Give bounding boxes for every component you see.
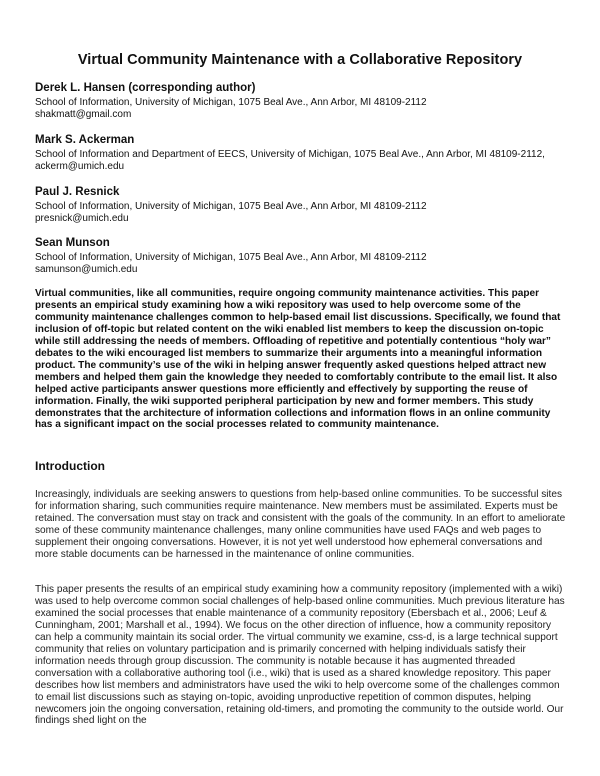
section-heading: Introduction xyxy=(35,459,105,473)
body-paragraph: Increasingly, individuals are seeking answers to questions from help-based online communities. To be successful sites for information sharing, such communities require maintenance. New members must be assimilated. Experts must be retained. The conversation must stay on track and consistent with the goals of the community. In an effort to ameliorate some of these community maintenance challenges, many online communities have used FAQs and web pages to supplement their ongoing conversations. However, it is not yet well understood how ephemeral conversations and more stable documents can be harnessed in the maintenance of online communities. xyxy=(35,489,566,560)
author-affiliation: School of Information and Department of EECS, University of Michigan, 1075 Beal Ave., Ann Arbor, MI 48109-2112, ackerm@umich.edu xyxy=(35,149,545,172)
body-paragraph: This paper presents the results of an empirical study examining how a community repository (implemented with a wiki) was used to help overcome common social challenges of help-based online communities. Much previous literature has examined the social processes that enable maintenance of a community repository (Ebersbach et al., 2006; Leuf & Cunningham, 2001; Marshall et al., 1994). We focus on the other direction of influence, how a community repository can help a community maintain its social order. The virtual community we examine, css-d, is a large technical support community that relies on voluntary participation and is primarily concerned with helping individuals satisfy their information needs through group discussion. The community is notable because it has augmented threaded conversation with a collaborative authoring tool (i.e., wiki) that is used as a shared knowledge repository. This paper describes how list members and administrators have used the wiki to help overcome some of the challenges common to email list discussions such as staying on-topic, avoiding unproductive repetition of common disputes, helping newcomers join the ongoing conversation, retaining old-timers, and promoting the community to the outside world. Our findings shed light on the xyxy=(35,584,565,727)
author-name: Mark S. Ackerman xyxy=(35,134,135,146)
author-affiliation: School of Information, University of Michigan, 1075 Beal Ave., Ann Arbor, MI 48109-2112 xyxy=(35,97,427,108)
author-block xyxy=(35,236,575,276)
author-email: presnick@umich.edu xyxy=(35,213,129,224)
author-name: Sean Munson xyxy=(35,237,110,249)
author-email: shakmatt@gmail.com xyxy=(35,109,132,120)
author-block xyxy=(35,81,575,121)
abstract: Virtual communities, like all communities, require ongoing community maintenance activities. This paper presents an empirical study examining how a wiki repository was used to help overcome some of the community maintenance challenges common to help-based email list discussions. Specifically, we found that inclusion of off-topic but related content on the wiki enabled list members to keep the discussion on-topic while still addressing the needs of members. Offloading of repetitive and potentially contentious “holy war” debates to the wiki encouraged list members to summarize their arguments into a meaningful information product. The community’s use of the wiki in helping answer frequently asked questions helped attract new members and helped them gain the knowledge they needed to comfortably contribute to the email list. It also helped active participants answer questions more efficiently and effectively by supporting the reuse of information. Finally, the wiki supported peripheral participation by new and former members. This study demonstrates that the architecture of information collections and information flows in an online community has a significant impact on the social processes related to community maintenance. xyxy=(35,288,561,431)
author-affiliation: School of Information, University of Michigan, 1075 Beal Ave., Ann Arbor, MI 48109-2112 xyxy=(35,252,427,263)
author-block xyxy=(35,185,575,225)
author-name: Paul J. Resnick xyxy=(35,186,120,198)
author-name: Derek L. Hansen (corresponding author) xyxy=(35,82,256,94)
author-block xyxy=(35,133,575,173)
paper-title: Virtual Community Maintenance with a Collaborative Repository xyxy=(77,52,523,68)
author-email: samunson@umich.edu xyxy=(35,264,138,275)
author-affiliation: School of Information, University of Michigan, 1075 Beal Ave., Ann Arbor, MI 48109-2112 xyxy=(35,201,427,212)
